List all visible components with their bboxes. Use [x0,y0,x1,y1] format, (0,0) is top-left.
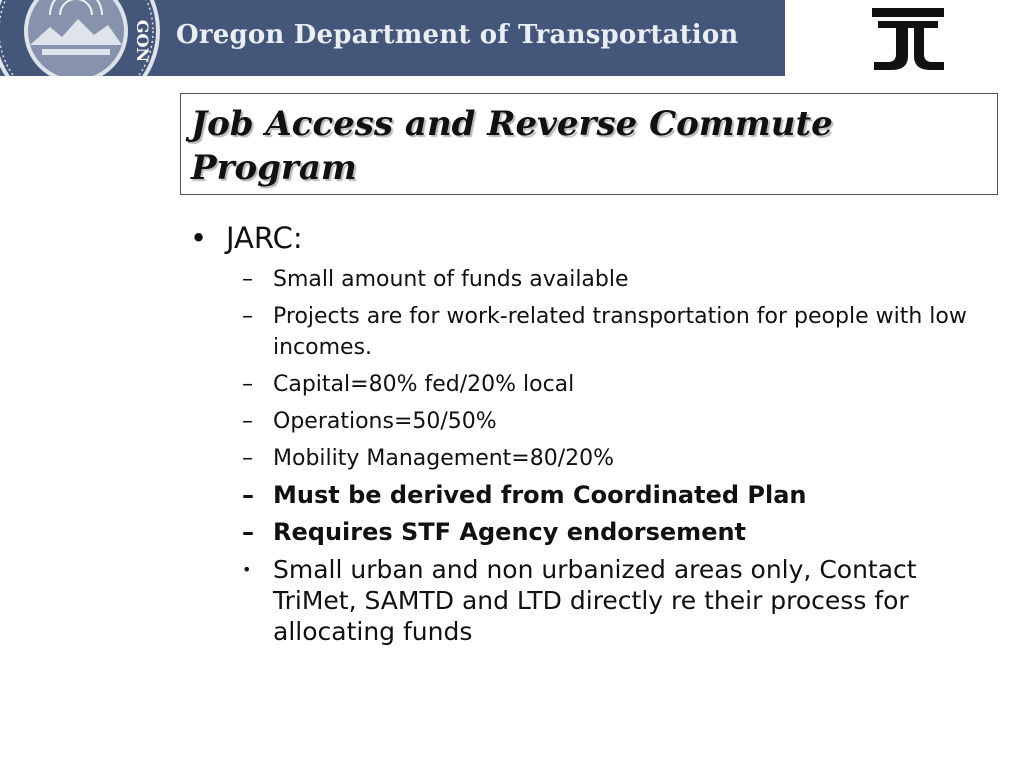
sub-bullet-text: Projects are for work-related transportation for people with low incomes. [273,304,967,360]
bullet-item [190,218,990,258]
sub-bullet-text: Capital=80% fed/20% local [273,372,575,397]
sub-bullet-text: Must be derived from Coordinated Plan [273,481,807,509]
sub-bullet-item-emphasized [242,517,990,548]
dash-marker: – [242,372,253,397]
dash-marker: – [242,267,253,292]
sub-bullet-text: Small amount of funds available [273,267,629,292]
sub-bullet-item [242,369,990,400]
sub-bullet-item [242,406,990,437]
sub-bullet-text: Mobility Management=80/20% [273,446,615,471]
slide-content [190,218,990,653]
sub-bullet-item-emphasized [242,480,990,511]
dash-marker: – [242,446,253,471]
dash-marker: – [242,481,254,509]
sub-bullet-item [242,554,990,647]
agency-name: Oregon Department of Transportation [176,20,739,50]
header-banner [0,0,785,76]
dash-marker: – [242,518,254,546]
seal-text: GON [133,19,152,63]
slide-title-box [180,93,998,195]
slide-title-line2: Program [191,148,357,188]
odot-logo-icon [868,4,948,72]
oregon-seal-icon [0,0,162,76]
sub-bullet-item [242,264,990,295]
dash-marker: – [242,409,253,434]
bullet-marker: • [190,221,208,255]
sub-bullet-item [242,443,990,474]
sub-bullet-item [242,301,990,363]
sub-bullet-text: Small urban and non urbanized areas only, Contact TriMet, SAMTD and LTD directly re their process for allocating funds [273,555,917,646]
dash-marker: – [242,304,253,329]
sub-bullet-text: Operations=50/50% [273,409,497,434]
sub-bullet-text: Requires STF Agency endorsement [273,518,747,546]
slide-title-line1: Job Access and Reverse Commute [191,104,833,144]
bullet-label: JARC: [226,221,303,255]
bullet-marker: • [242,560,252,579]
